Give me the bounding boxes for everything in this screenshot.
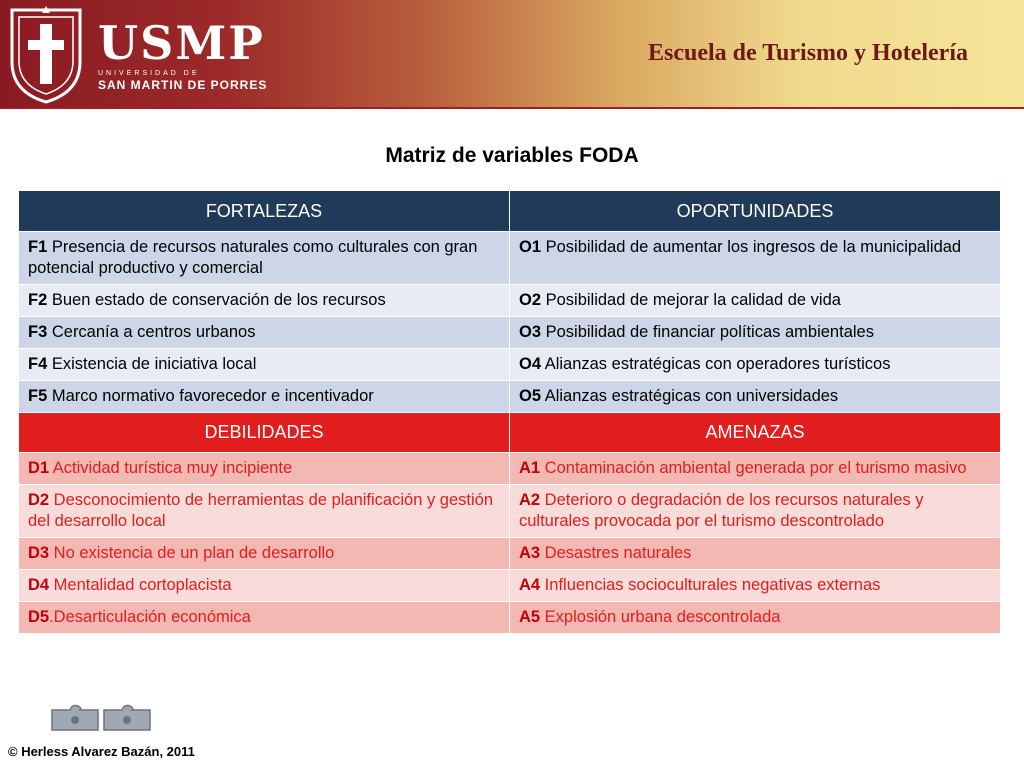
- item-text: Buen estado de conservación de los recursos: [47, 291, 386, 309]
- swot-row-bottom: [19, 485, 1001, 538]
- item-text: Mentalidad cortoplacista: [49, 576, 232, 594]
- item-code: F1: [28, 238, 48, 256]
- item-text: Deterioro o degradación de los recursos naturales y culturales provocada por el turismo descontrolado: [519, 491, 924, 530]
- left-cell: [19, 570, 510, 602]
- right-cell: [510, 317, 1001, 349]
- item-code: F2: [28, 291, 48, 309]
- item-text: Cercanía a centros urbanos: [47, 323, 256, 341]
- item-code: D5: [28, 608, 50, 626]
- right-cell: [510, 453, 1001, 485]
- left-cell: [19, 349, 510, 381]
- swot-row-bottom: [19, 570, 1001, 602]
- header-row-bottom: [19, 413, 1001, 453]
- oportunidades-header: OPORTUNIDADES: [510, 191, 1001, 232]
- item-code: O1: [519, 238, 542, 256]
- copyright-text: © Herless Alvarez Bazán, 2011: [8, 744, 195, 759]
- item-code: F4: [28, 355, 48, 373]
- item-text: Alianzas estratégicas con operadores turísticos: [541, 355, 891, 373]
- right-cell: [510, 485, 1001, 538]
- logo-main-text: USMP: [98, 16, 265, 70]
- left-cell: [19, 317, 510, 349]
- university-seal-icon: [6, 4, 86, 104]
- item-text: Alianzas estratégicas con universidades: [541, 387, 839, 405]
- right-cell: [510, 538, 1001, 570]
- header-row-top: [19, 191, 1001, 232]
- item-code: F5: [28, 387, 48, 405]
- left-cell: [19, 485, 510, 538]
- left-cell: [19, 381, 510, 413]
- item-code: D4: [28, 576, 50, 594]
- left-cell: [19, 285, 510, 317]
- swot-row-bottom: [19, 453, 1001, 485]
- left-cell: [19, 602, 510, 634]
- right-cell: [510, 232, 1001, 285]
- item-code: A5: [519, 608, 541, 626]
- item-code: A1: [519, 459, 541, 477]
- amenazas-header: AMENAZAS: [510, 413, 1001, 453]
- item-text: Existencia de iniciativa local: [47, 355, 257, 373]
- item-code: A3: [519, 544, 541, 562]
- item-code: O4: [519, 355, 542, 373]
- left-cell: [19, 538, 510, 570]
- swot-row-top: [19, 232, 1001, 285]
- right-cell: [510, 381, 1001, 413]
- item-text: Contaminación ambiental generada por el turismo masivo: [540, 459, 967, 477]
- item-code: A4: [519, 576, 541, 594]
- debilidades-header: DEBILIDADES: [19, 413, 510, 453]
- swot-matrix-table: [18, 190, 1001, 634]
- swot-row-bottom: [19, 538, 1001, 570]
- item-code: O3: [519, 323, 542, 341]
- item-text: Influencias socioculturales negativas externas: [540, 576, 881, 594]
- right-cell: [510, 602, 1001, 634]
- item-code: D3: [28, 544, 50, 562]
- swot-row-top: [19, 285, 1001, 317]
- item-code: F3: [28, 323, 48, 341]
- swot-row-top: [19, 317, 1001, 349]
- left-cell: [19, 232, 510, 285]
- item-text: .Desarticulación económica: [49, 608, 251, 626]
- item-code: O2: [519, 291, 542, 309]
- swot-row-top: [19, 349, 1001, 381]
- school-name: Escuela de Turismo y Hotelería: [648, 40, 968, 66]
- university-logo: [98, 16, 268, 92]
- swot-row-top: [19, 381, 1001, 413]
- item-text: Posibilidad de aumentar los ingresos de la municipalidad: [541, 238, 962, 256]
- item-code: O5: [519, 387, 542, 405]
- item-text: Presencia de recursos naturales como culturales con gran potencial productivo y comercial: [28, 238, 478, 277]
- item-text: Marco normativo favorecedor e incentivador: [47, 387, 374, 405]
- bottom-section-body: [19, 453, 1001, 634]
- page-title: Matriz de variables FODA: [385, 144, 639, 167]
- item-text: Desconocimiento de herramientas de planificación y gestión del desarrollo local: [28, 491, 494, 530]
- item-text: No existencia de un plan de desarrollo: [49, 544, 335, 562]
- item-code: D1: [28, 459, 50, 477]
- item-text: Desastres naturales: [540, 544, 692, 562]
- item-code: D2: [28, 491, 50, 509]
- top-section-body: [19, 232, 1001, 413]
- item-text: Explosión urbana descontrolada: [540, 608, 781, 626]
- item-code: A2: [519, 491, 541, 509]
- left-cell: [19, 453, 510, 485]
- right-cell: [510, 349, 1001, 381]
- item-text: Posibilidad de mejorar la calidad de vida: [541, 291, 841, 309]
- header-banner: [0, 0, 1024, 109]
- logo-subtitle-1: UNIVERSIDAD DE: [98, 70, 200, 77]
- right-cell: [510, 570, 1001, 602]
- swot-row-bottom: [19, 602, 1001, 634]
- logo-subtitle-2: SAN MARTIN DE PORRES: [98, 78, 268, 92]
- puzzle-pieces-icon: [48, 702, 168, 732]
- right-cell: [510, 285, 1001, 317]
- fortalezas-header: FORTALEZAS: [19, 191, 510, 232]
- item-text: Posibilidad de financiar políticas ambientales: [541, 323, 874, 341]
- item-text: Actividad turística muy incipiente: [49, 459, 293, 477]
